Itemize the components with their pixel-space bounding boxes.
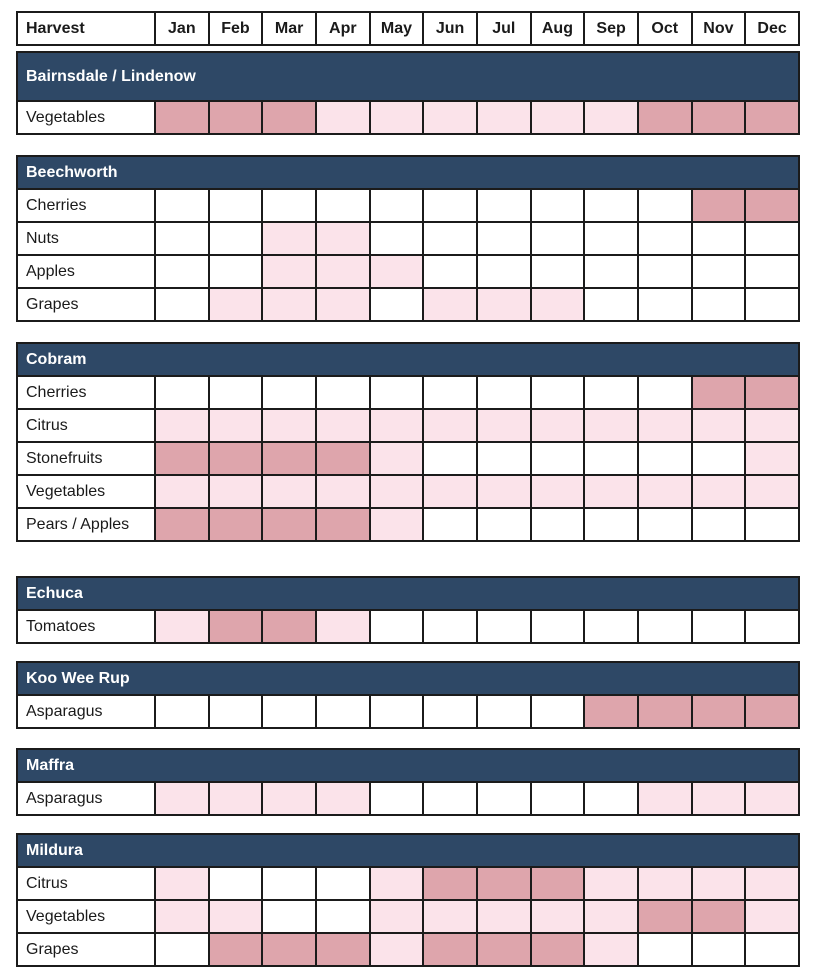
- month-cell: [584, 900, 638, 933]
- crop-label: Grapes: [17, 933, 155, 966]
- month-cell: [209, 376, 263, 409]
- month-cell: [155, 189, 209, 222]
- month-cell: [316, 376, 370, 409]
- month-header: [16, 11, 800, 46]
- month-cell: [531, 101, 585, 134]
- region-maffra: [16, 748, 800, 816]
- month-cell: [370, 610, 424, 643]
- month-cell: [262, 867, 316, 900]
- month-oct: Oct: [638, 12, 692, 45]
- month-cell: [423, 189, 477, 222]
- month-cell: [531, 610, 585, 643]
- month-cell: [316, 222, 370, 255]
- month-cell: [370, 782, 424, 815]
- month-cell: [584, 475, 638, 508]
- month-sep: Sep: [584, 12, 638, 45]
- month-cell: [584, 610, 638, 643]
- crop-label: Vegetables: [17, 475, 155, 508]
- month-cell: [209, 409, 263, 442]
- month-cell: [316, 255, 370, 288]
- month-cell: [745, 782, 799, 815]
- month-cell: [692, 288, 746, 321]
- month-cell: [477, 610, 531, 643]
- month-cell: [423, 933, 477, 966]
- month-cell: [262, 475, 316, 508]
- month-cell: [692, 442, 746, 475]
- month-cell: [584, 376, 638, 409]
- month-cell: [423, 900, 477, 933]
- month-cell: [477, 782, 531, 815]
- month-nov: Nov: [692, 12, 746, 45]
- month-cell: [370, 189, 424, 222]
- month-cell: [262, 900, 316, 933]
- month-cell: [477, 288, 531, 321]
- month-apr: Apr: [316, 12, 370, 45]
- month-cell: [370, 900, 424, 933]
- month-cell: [209, 475, 263, 508]
- month-cell: [638, 189, 692, 222]
- month-cell: [477, 189, 531, 222]
- month-cell: [692, 508, 746, 541]
- region-name: Koo Wee Rup: [17, 662, 799, 695]
- month-cell: [209, 695, 263, 728]
- month-cell: [692, 222, 746, 255]
- month-cell: [370, 409, 424, 442]
- crop-row: [17, 475, 799, 508]
- month-cell: [209, 933, 263, 966]
- month-cell: [155, 782, 209, 815]
- month-cell: [584, 442, 638, 475]
- crop-label: Tomatoes: [17, 610, 155, 643]
- month-cell: [262, 442, 316, 475]
- month-cell: [692, 189, 746, 222]
- month-cell: [209, 255, 263, 288]
- month-cell: [477, 475, 531, 508]
- month-cell: [262, 189, 316, 222]
- month-cell: [209, 222, 263, 255]
- crop-row: [17, 255, 799, 288]
- month-cell: [692, 255, 746, 288]
- month-cell: [209, 189, 263, 222]
- crop-row: [17, 867, 799, 900]
- month-cell: [316, 101, 370, 134]
- month-cell: [262, 508, 316, 541]
- month-cell: [638, 475, 692, 508]
- crop-row: [17, 376, 799, 409]
- month-cell: [531, 900, 585, 933]
- month-cell: [316, 900, 370, 933]
- month-cell: [692, 610, 746, 643]
- month-cell: [692, 475, 746, 508]
- month-cell: [370, 933, 424, 966]
- month-cell: [692, 933, 746, 966]
- month-cell: [531, 867, 585, 900]
- month-cell: [209, 508, 263, 541]
- crop-row: [17, 409, 799, 442]
- month-cell: [745, 222, 799, 255]
- month-cell: [370, 867, 424, 900]
- month-cell: [584, 782, 638, 815]
- month-cell: [262, 409, 316, 442]
- month-cell: [638, 101, 692, 134]
- month-cell: [692, 409, 746, 442]
- month-cell: [370, 101, 424, 134]
- month-cell: [477, 409, 531, 442]
- month-jan: Jan: [155, 12, 209, 45]
- crop-label: Vegetables: [17, 101, 155, 134]
- crop-row: [17, 101, 799, 134]
- month-cell: [262, 933, 316, 966]
- month-cell: [209, 782, 263, 815]
- month-feb: Feb: [209, 12, 263, 45]
- month-cell: [209, 101, 263, 134]
- month-cell: [423, 288, 477, 321]
- month-cell: [316, 442, 370, 475]
- month-cell: [262, 610, 316, 643]
- crop-row: [17, 900, 799, 933]
- month-cell: [423, 442, 477, 475]
- region-name: Maffra: [17, 749, 799, 782]
- month-cell: [209, 610, 263, 643]
- month-cell: [638, 695, 692, 728]
- crop-row: [17, 610, 799, 643]
- month-cell: [477, 376, 531, 409]
- month-mar: Mar: [262, 12, 316, 45]
- month-jul: Jul: [477, 12, 531, 45]
- crop-row: [17, 288, 799, 321]
- month-cell: [477, 442, 531, 475]
- region-name: Beechworth: [17, 156, 799, 189]
- region-mildura: [16, 833, 800, 967]
- month-cell: [262, 782, 316, 815]
- month-cell: [531, 288, 585, 321]
- month-cell: [745, 508, 799, 541]
- month-cell: [155, 695, 209, 728]
- month-cell: [692, 782, 746, 815]
- month-cell: [370, 222, 424, 255]
- month-cell: [584, 508, 638, 541]
- region-name: Cobram: [17, 343, 799, 376]
- month-cell: [423, 255, 477, 288]
- month-cell: [531, 376, 585, 409]
- month-cell: [477, 101, 531, 134]
- month-cell: [584, 409, 638, 442]
- month-cell: [155, 288, 209, 321]
- crop-row: [17, 508, 799, 541]
- month-cell: [477, 867, 531, 900]
- month-jun: Jun: [423, 12, 477, 45]
- header-title: Harvest: [17, 12, 155, 45]
- month-cell: [745, 409, 799, 442]
- month-cell: [370, 376, 424, 409]
- month-cell: [745, 695, 799, 728]
- month-cell: [209, 867, 263, 900]
- month-cell: [477, 222, 531, 255]
- month-cell: [745, 900, 799, 933]
- month-cell: [370, 508, 424, 541]
- month-cell: [745, 933, 799, 966]
- month-cell: [209, 442, 263, 475]
- month-cell: [638, 933, 692, 966]
- crop-label: Grapes: [17, 288, 155, 321]
- month-cell: [584, 255, 638, 288]
- month-cell: [155, 376, 209, 409]
- month-cell: [477, 695, 531, 728]
- crop-row: [17, 695, 799, 728]
- month-cell: [262, 222, 316, 255]
- month-cell: [155, 867, 209, 900]
- month-cell: [155, 475, 209, 508]
- month-cell: [692, 376, 746, 409]
- month-cell: [638, 255, 692, 288]
- month-cell: [155, 255, 209, 288]
- crop-label: Nuts: [17, 222, 155, 255]
- month-cell: [316, 508, 370, 541]
- region-name: Echuca: [17, 577, 799, 610]
- month-cell: [316, 695, 370, 728]
- region-bairnsdale-lindenow: [16, 51, 800, 135]
- month-cell: [745, 610, 799, 643]
- month-cell: [638, 409, 692, 442]
- month-cell: [155, 900, 209, 933]
- month-cell: [423, 409, 477, 442]
- month-cell: [370, 288, 424, 321]
- month-cell: [745, 475, 799, 508]
- month-cell: [531, 442, 585, 475]
- month-cell: [262, 101, 316, 134]
- crop-row: [17, 442, 799, 475]
- month-cell: [531, 695, 585, 728]
- crop-row: [17, 189, 799, 222]
- month-cell: [638, 288, 692, 321]
- crop-row: [17, 782, 799, 815]
- month-cell: [692, 101, 746, 134]
- month-cell: [423, 475, 477, 508]
- month-cell: [584, 222, 638, 255]
- month-cell: [477, 933, 531, 966]
- month-cell: [638, 610, 692, 643]
- month-cell: [209, 288, 263, 321]
- month-cell: [316, 475, 370, 508]
- month-cell: [262, 376, 316, 409]
- crop-label: Citrus: [17, 867, 155, 900]
- region-koo-wee-rup: [16, 661, 800, 729]
- month-cell: [531, 933, 585, 966]
- crop-row: [17, 222, 799, 255]
- month-cell: [477, 900, 531, 933]
- crop-label: Vegetables: [17, 900, 155, 933]
- month-cell: [316, 189, 370, 222]
- month-cell: [316, 782, 370, 815]
- month-cell: [423, 695, 477, 728]
- crop-row: [17, 933, 799, 966]
- month-may: May: [370, 12, 424, 45]
- month-cell: [423, 867, 477, 900]
- month-cell: [692, 867, 746, 900]
- month-cell: [745, 288, 799, 321]
- crop-label: Cherries: [17, 376, 155, 409]
- month-cell: [692, 695, 746, 728]
- month-cell: [423, 222, 477, 255]
- month-cell: [477, 255, 531, 288]
- crop-label: Asparagus: [17, 782, 155, 815]
- month-cell: [423, 101, 477, 134]
- month-cell: [262, 695, 316, 728]
- month-cell: [316, 409, 370, 442]
- month-cell: [638, 376, 692, 409]
- month-cell: [155, 508, 209, 541]
- region-echuca: [16, 576, 800, 644]
- month-cell: [692, 900, 746, 933]
- crop-label: Asparagus: [17, 695, 155, 728]
- month-cell: [316, 610, 370, 643]
- month-cell: [531, 782, 585, 815]
- month-aug: Aug: [531, 12, 585, 45]
- month-cell: [370, 695, 424, 728]
- month-cell: [370, 255, 424, 288]
- region-name: Bairnsdale / Lindenow: [17, 52, 799, 101]
- month-cell: [423, 508, 477, 541]
- month-cell: [155, 933, 209, 966]
- month-cell: [531, 409, 585, 442]
- month-cell: [531, 255, 585, 288]
- month-cell: [584, 189, 638, 222]
- month-cell: [155, 222, 209, 255]
- month-cell: [370, 442, 424, 475]
- month-cell: [423, 376, 477, 409]
- month-cell: [638, 900, 692, 933]
- month-cell: [745, 189, 799, 222]
- month-cell: [745, 255, 799, 288]
- region-name: Mildura: [17, 834, 799, 867]
- month-cell: [316, 867, 370, 900]
- month-cell: [638, 442, 692, 475]
- month-cell: [155, 409, 209, 442]
- month-cell: [745, 376, 799, 409]
- crop-label: Pears / Apples: [17, 508, 155, 541]
- month-cell: [155, 610, 209, 643]
- month-cell: [745, 442, 799, 475]
- region-cobram: [16, 342, 800, 542]
- month-cell: [638, 508, 692, 541]
- month-cell: [423, 610, 477, 643]
- month-cell: [584, 933, 638, 966]
- month-cell: [638, 222, 692, 255]
- month-cell: [155, 101, 209, 134]
- month-cell: [262, 255, 316, 288]
- crop-label: Stonefruits: [17, 442, 155, 475]
- month-cell: [745, 867, 799, 900]
- month-cell: [531, 475, 585, 508]
- crop-label: Citrus: [17, 409, 155, 442]
- month-cell: [584, 101, 638, 134]
- month-cell: [316, 933, 370, 966]
- month-cell: [584, 867, 638, 900]
- month-cell: [370, 475, 424, 508]
- month-cell: [638, 782, 692, 815]
- month-cell: [155, 442, 209, 475]
- crop-label: Apples: [17, 255, 155, 288]
- month-cell: [531, 222, 585, 255]
- month-dec: Dec: [745, 12, 799, 45]
- month-cell: [262, 288, 316, 321]
- month-cell: [531, 189, 585, 222]
- month-cell: [423, 782, 477, 815]
- month-cell: [316, 288, 370, 321]
- region-beechworth: [16, 155, 800, 322]
- crop-label: Cherries: [17, 189, 155, 222]
- month-cell: [209, 900, 263, 933]
- month-cell: [638, 867, 692, 900]
- month-cell: [531, 508, 585, 541]
- month-cell: [477, 508, 531, 541]
- month-cell: [584, 288, 638, 321]
- month-cell: [584, 695, 638, 728]
- month-cell: [745, 101, 799, 134]
